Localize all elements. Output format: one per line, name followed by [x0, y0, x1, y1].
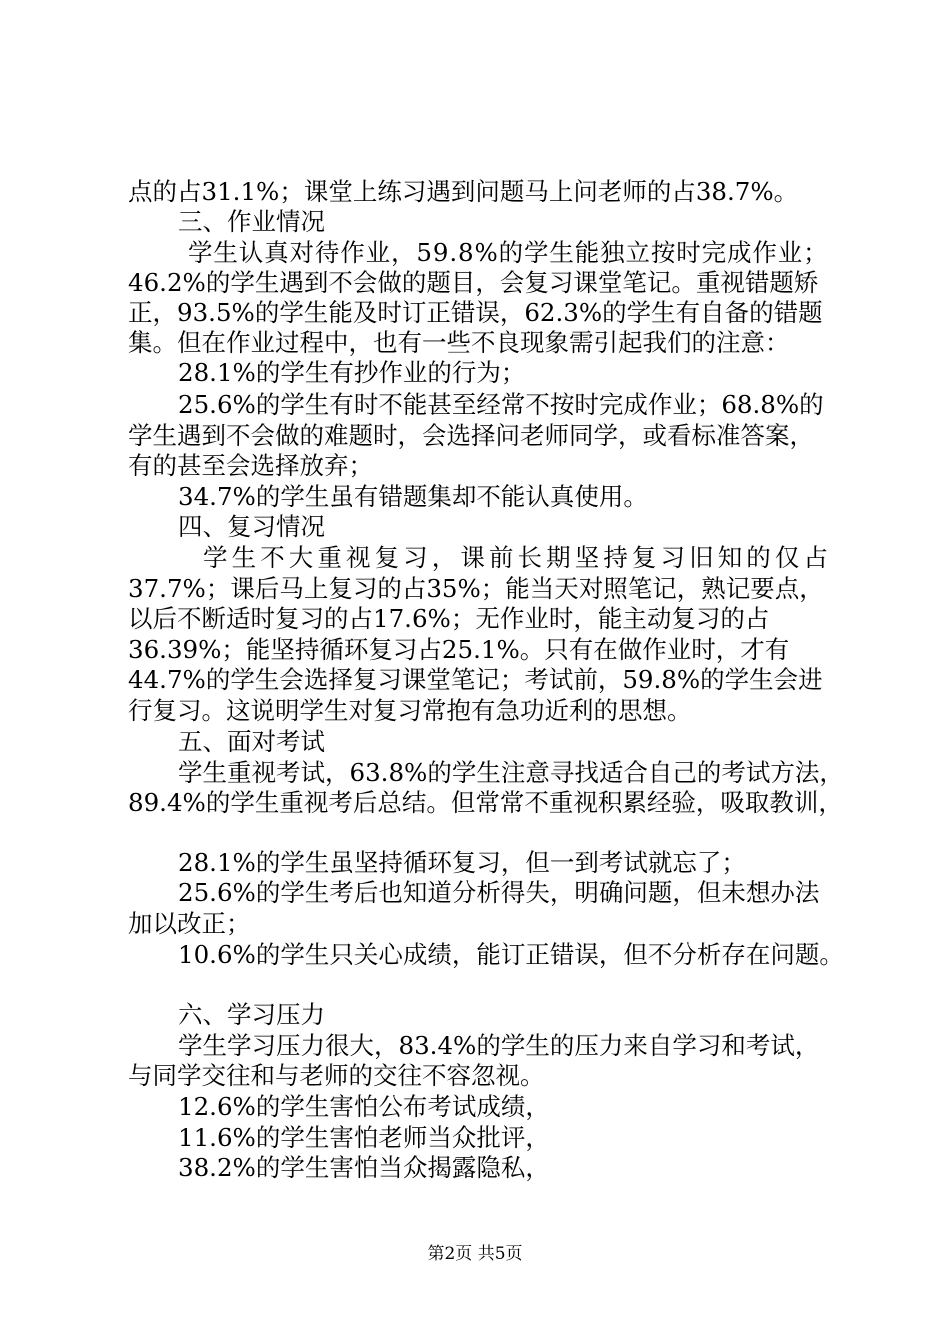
section-heading-pressure: 六、学习压力: [178, 1000, 325, 1029]
page-footer: 第2页 共5页: [427, 1244, 523, 1264]
section-heading-exams: 五、面对考试: [178, 727, 325, 756]
text-line-11: 34.7%的学生虽有错题集却不能认真使用。: [178, 482, 648, 511]
text-line-25: 10.6%的学生只关心成绩，能订正错误，但不分析存在问题。: [178, 940, 844, 969]
text-line-4: 46.2%的学生遇到不会做的题目，会复习课堂笔记。重视错题矫: [128, 268, 819, 297]
text-line-14: 37.7%；课后马上复习的占35%；能当天对照笔记，熟记要点，: [128, 574, 824, 603]
text-line-16: 36.39%；能坚持循环复习占25.1%。只有在做作业时，才有: [128, 635, 790, 664]
text-line-29: 12.6%的学生害怕公布考试成绩，: [178, 1092, 550, 1121]
text-line-18: 行复习。这说明学生对复习常抱有急功近利的思想。: [128, 696, 692, 725]
text-line-3: 学 生 认 真 对 待 作 业 ， 5 9 . 8 % 的 学 生 能 独 立 按 时 完 成 作 业 ；: [188, 238, 828, 267]
text-line-5: 正，93.5%的学生能及时订正错误，62.3%的学生有自备的错题: [128, 298, 823, 327]
text-line-21: 89.4%的学生重视考后总结。但常常不重视积累经验，吸取教训，: [128, 788, 843, 817]
text-line-13: 学 生 不 大 重 视 复 习 ， 课 前 长 期 坚 持 复 习 旧 知 的 仅 占: [203, 543, 828, 572]
text-line-30: 11.6%的学生害怕老师当众批评，: [178, 1123, 550, 1152]
text-line-28: 与同学交往和与老师的交往不容忽视。: [128, 1061, 545, 1090]
text-line-10: 有的甚至会选择放弃；: [128, 451, 373, 480]
text-line-24: 加以改正；: [128, 909, 251, 938]
text-line-8: 25.6%的学生有时不能甚至经常不按时完成作业；68.8%的: [178, 390, 824, 419]
section-heading-review: 四、复习情况: [178, 512, 325, 541]
section-heading-homework: 三、作业情况: [178, 207, 325, 236]
text-line-1: 点的占31.1%；课堂上练习遇到问题马上问老师的占38.7%。: [128, 177, 799, 206]
text-line-7: 28.1%的学生有抄作业的行为；: [178, 358, 526, 387]
text-line-31: 38.2%的学生害怕当众揭露隐私，: [178, 1153, 550, 1182]
text-line-23: 25.6%的学生考后也知道分析得失，明确问题，但未想办法: [178, 878, 820, 907]
text-line-20: 学生重视考试，63.8%的学生注意寻找适合自己的考试方法，: [178, 758, 844, 787]
text-line-17: 44.7%的学生会选择复习课堂笔记；考试前，59.8%的学生会进: [128, 665, 823, 694]
text-line-15: 以后不断适时复习的占17.6%；无作业时，能主动复习的占: [128, 604, 770, 633]
text-line-27: 学生学习压力很大，83.4%的学生的压力来自学习和考试，: [178, 1031, 820, 1060]
text-line-22: 28.1%的学生虽坚持循环复习，但一到考试就忘了；: [178, 848, 746, 877]
text-line-9: 学生遇到不会做的难题时，会选择问老师同学，或看标准答案，: [128, 421, 814, 450]
text-line-6: 集。但在作业过程中，也有一些不良现象需引起我们的注意：: [128, 328, 790, 357]
